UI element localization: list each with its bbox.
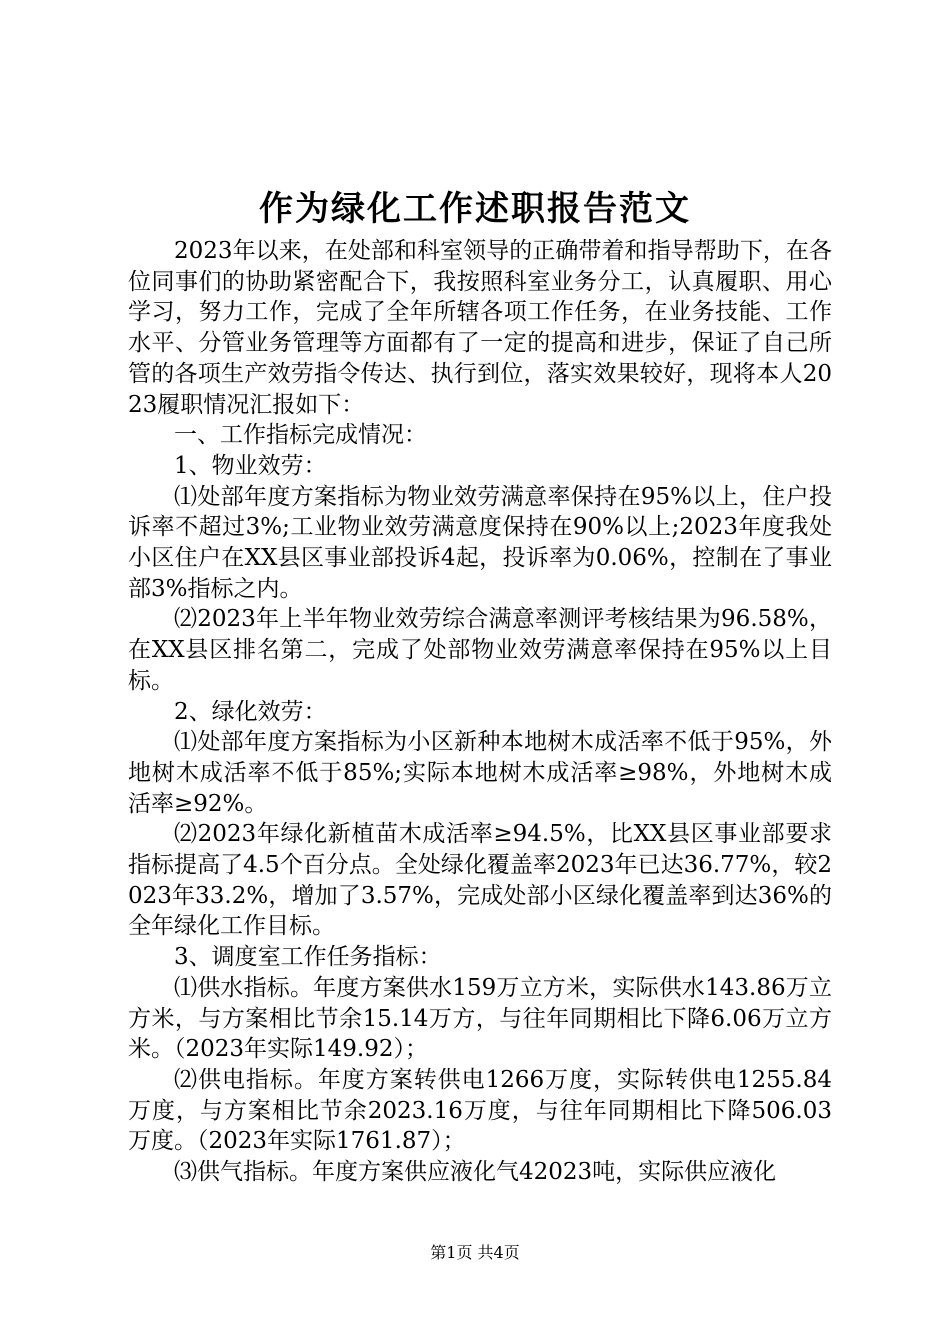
greening-item-1: ⑴处部年度方案指标为小区新种本地树木成活率不低于95%，外地树木成活率不低于85%;实际本地树木成活率≥98%，外地树木成活率≥92%。 — [128, 729, 832, 817]
section-heading-1: 一、工作指标完成情况： — [174, 422, 427, 449]
subsection-heading-property: 1、物业效劳： — [174, 452, 327, 479]
document-body — [128, 236, 832, 1188]
page-number: 第1页 共4页 — [430, 1243, 520, 1262]
property-item-2: ⑵2023年上半年物业效劳综合满意率测评考核结果为96.58%，在XX县区排名第二，完成了处部物业效劳满意率保持在95%以上目标。 — [128, 606, 832, 694]
page-footer — [0, 1241, 950, 1265]
property-item-1: ⑴处部年度方案指标为物业效劳满意率保持在95%以上，住户投诉率不超过3%;工业物业效劳满意度保持在90%以上;2023年度我处小区住户在XX县区事业部投诉4起，投诉率为0.06%，控制在了事业部3%指标之内。 — [128, 483, 832, 602]
subsection-heading-greening: 2、绿化效劳： — [174, 698, 327, 725]
intro-paragraph: 2023年以来，在处部和科室领导的正确带着和指导帮助下，在各位同事们的协助紧密配合下，我按照科室业务分工，认真履职、用心学习，努力工作，完成了全年所辖各项工作任务，在业务技能、工作水平、分管业务管理等方面都有了一定的提高和进步，保证了自己所管的各项生产效劳指令传达、执行到位，落实效果较好，现将本人2023履职情况汇报如下： — [128, 238, 832, 418]
subsection-heading-dispatch: 3、调度室工作任务指标： — [174, 944, 442, 971]
dispatch-item-water: ⑴供水指标。年度方案供水159万立方米，实际供水143.86万立方米，与方案相比节余15.14万方，与往年同期相比下降6.06万立方米。（2023年实际149.92）； — [128, 974, 832, 1063]
dispatch-item-power: ⑵供电指标。年度方案转供电1266万度，实际转供电1255.84万度，与方案相比节余2023.16万度，与往年同期相比下降506.03万度。（2023年实际1761.87）； — [128, 1066, 832, 1155]
dispatch-item-gas: ⑶供气指标。年度方案供应液化气42023吨，实际供应液化 — [174, 1159, 777, 1186]
greening-item-2: ⑵2023年绿化新植苗木成活率≥94.5%，比XX县区事业部要求指标提高了4.5个百分点。全处绿化覆盖率2023年已达36.77%，较2023年33.2%，增加了3.57%，完成处部小区绿化覆盖率到达36%的全年绿化工作目标。 — [128, 821, 832, 940]
document-title: 作为绿化工作述职报告范文 — [259, 189, 691, 229]
